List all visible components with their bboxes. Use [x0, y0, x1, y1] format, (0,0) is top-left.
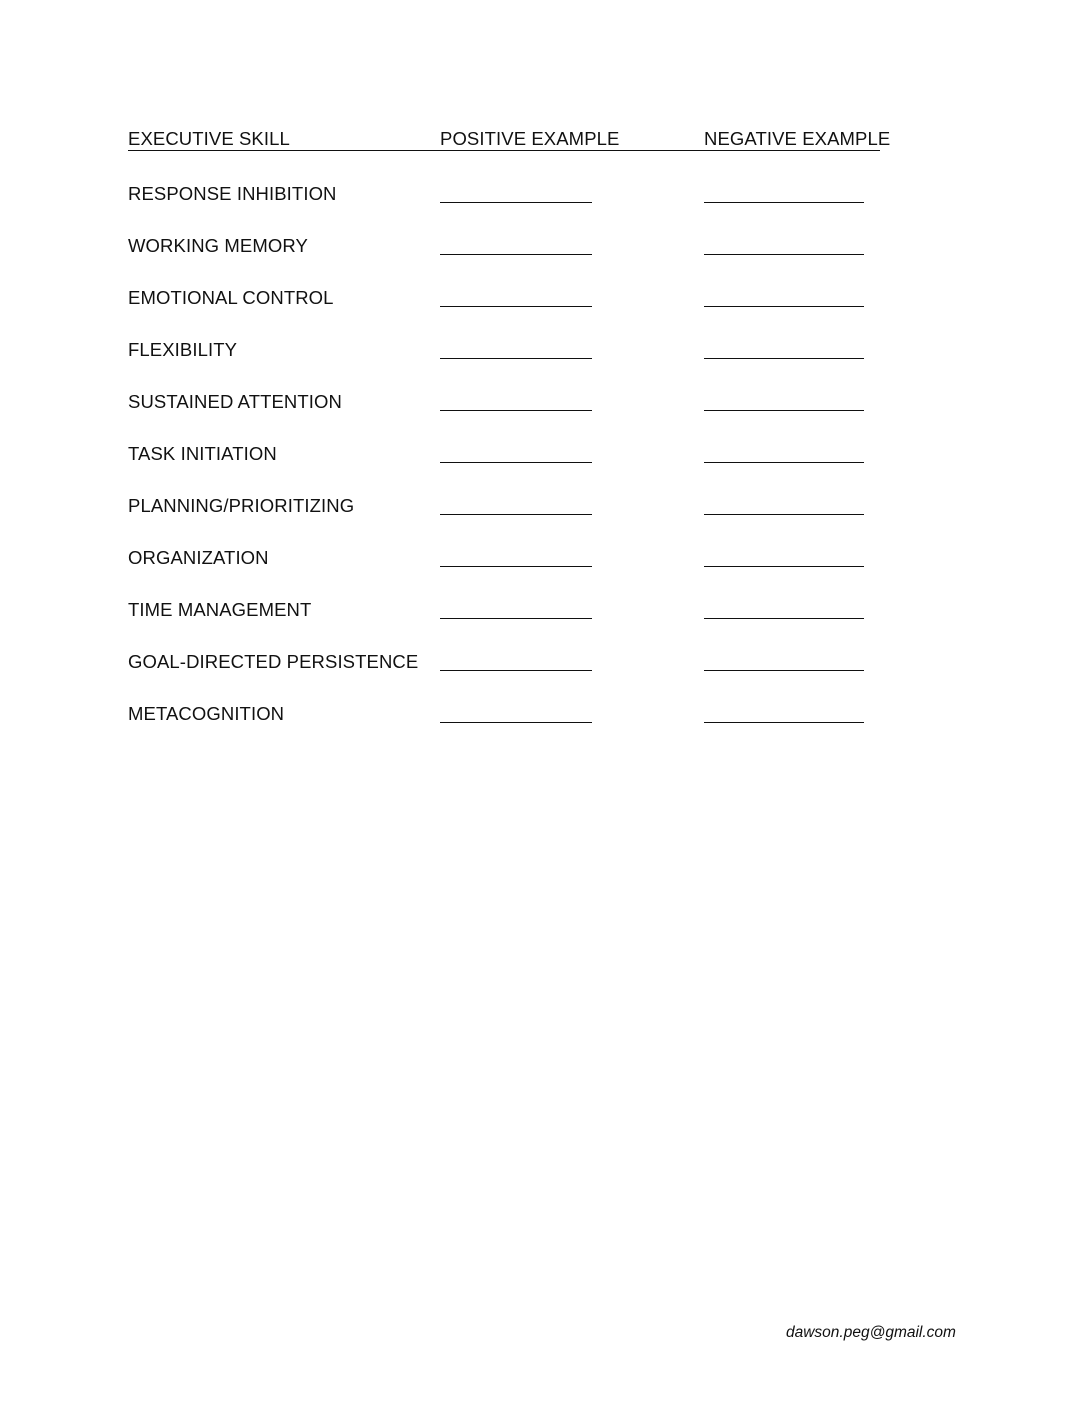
skill-name: FLEXIBILITY — [128, 339, 238, 360]
skill-row — [128, 336, 888, 388]
footer-email: dawson.peg@gmail.com — [786, 1324, 956, 1341]
skill-row — [128, 700, 888, 752]
negative-example-blank[interactable] — [704, 722, 864, 723]
skill-row — [128, 232, 888, 284]
skill-name: TASK INITIATION — [128, 443, 277, 464]
negative-example-blank[interactable] — [704, 462, 864, 463]
negative-example-blank[interactable] — [704, 410, 864, 411]
skill-name: ORGANIZATION — [128, 547, 269, 568]
header-underline — [128, 150, 880, 151]
negative-example-blank[interactable] — [704, 670, 864, 671]
positive-example-blank[interactable] — [440, 202, 592, 203]
positive-example-blank[interactable] — [440, 306, 592, 307]
header-positive-example: POSITIVE EXAMPLE — [440, 128, 620, 149]
skill-row — [128, 284, 888, 336]
positive-example-blank[interactable] — [440, 410, 592, 411]
skill-row — [128, 596, 888, 648]
negative-example-blank[interactable] — [704, 306, 864, 307]
header-negative-example: NEGATIVE EXAMPLE — [704, 128, 891, 149]
skill-name: TIME MANAGEMENT — [128, 599, 312, 620]
skill-name: RESPONSE INHIBITION — [128, 183, 337, 204]
skill-list — [128, 180, 888, 752]
negative-example-blank[interactable] — [704, 618, 864, 619]
table-header — [128, 128, 891, 152]
positive-example-blank[interactable] — [440, 670, 592, 671]
header-executive-skill: EXECUTIVE SKILL — [128, 128, 290, 149]
skill-row — [128, 544, 888, 596]
skill-name: EMOTIONAL CONTROL — [128, 287, 334, 308]
skill-name: PLANNING/PRIORITIZING — [128, 495, 355, 516]
negative-example-blank[interactable] — [704, 254, 864, 255]
positive-example-blank[interactable] — [440, 462, 592, 463]
positive-example-blank[interactable] — [440, 514, 592, 515]
positive-example-blank[interactable] — [440, 254, 592, 255]
positive-example-blank[interactable] — [440, 566, 592, 567]
negative-example-blank[interactable] — [704, 566, 864, 567]
skill-name: METACOGNITION — [128, 703, 285, 724]
skill-name: GOAL-DIRECTED PERSISTENCE — [128, 651, 419, 672]
positive-example-blank[interactable] — [440, 618, 592, 619]
negative-example-blank[interactable] — [704, 202, 864, 203]
negative-example-blank[interactable] — [704, 358, 864, 359]
positive-example-blank[interactable] — [440, 358, 592, 359]
skill-name: WORKING MEMORY — [128, 235, 308, 256]
skill-row — [128, 388, 888, 440]
negative-example-blank[interactable] — [704, 514, 864, 515]
skill-row — [128, 180, 888, 232]
skill-name: SUSTAINED ATTENTION — [128, 391, 342, 412]
skill-row — [128, 648, 888, 700]
positive-example-blank[interactable] — [440, 722, 592, 723]
skill-row — [128, 492, 888, 544]
skill-row — [128, 440, 888, 492]
